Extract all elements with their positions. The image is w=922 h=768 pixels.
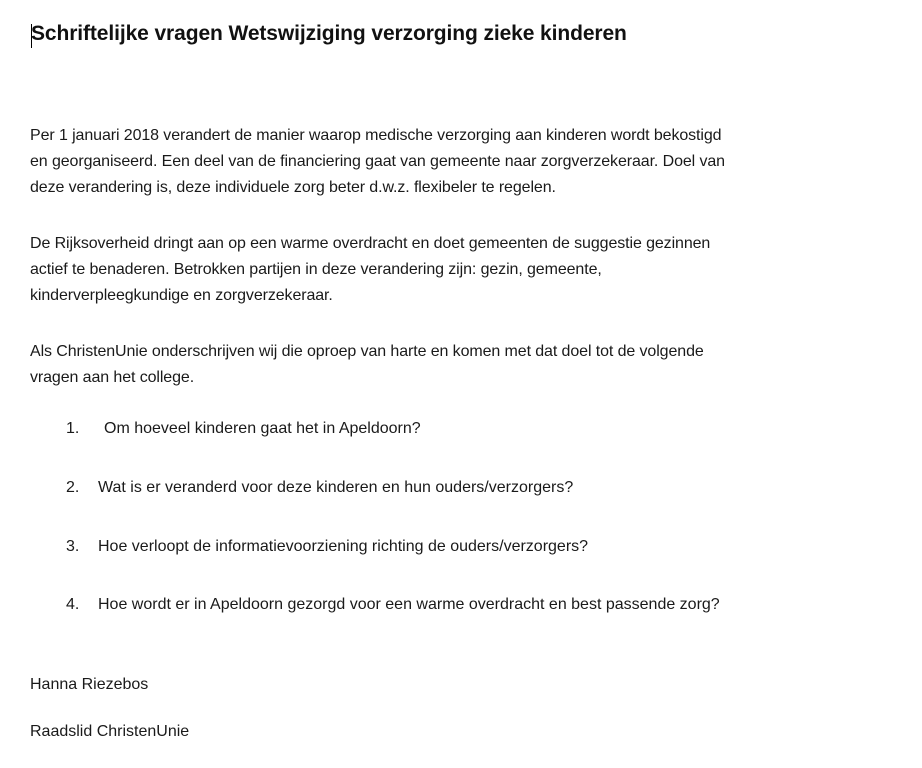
paragraph-line: actief te benaderen. Betrokken partijen in deze verandering zijn: gezin, gemeente, xyxy=(30,261,602,278)
paragraph-line: en georganiseerd. Een deel van de financiering gaat van gemeente naar zorgverzekeraar. Doel van xyxy=(30,153,725,170)
paragraph-rijksoverheid xyxy=(30,231,900,309)
question-text: Wat is er veranderd voor deze kinderen en hun ouders/verzorgers? xyxy=(98,479,574,496)
question-number: 4. xyxy=(66,596,80,613)
question-text: Hoe verloopt de informatievoorziening richting de ouders/verzorgers? xyxy=(98,538,589,555)
question-text: Om hoeveel kinderen gaat het in Apeldoorn? xyxy=(104,420,421,437)
paragraph-line: Als ChristenUnie onderschrijven wij die oproep van harte en komen met dat doel tot de volgende xyxy=(30,343,704,360)
question-item xyxy=(66,536,588,558)
question-text: Hoe wordt er in Apeldoorn gezorgd voor een warme overdracht en best passende zorg? xyxy=(98,596,720,613)
question-number: 2. xyxy=(66,479,80,496)
document-title: Schriftelijke vragen Wetswijziging verzorging zieke kinderen xyxy=(31,22,627,45)
paragraph-intro xyxy=(30,123,900,201)
paragraph-line: deze verandering is, deze individuele zorg beter d.w.z. flexibeler te regelen. xyxy=(30,179,556,196)
question-number: 3. xyxy=(66,538,80,555)
question-number: 1. xyxy=(66,420,80,437)
signature-role: Raadslid ChristenUnie xyxy=(30,723,190,740)
question-item xyxy=(66,477,573,499)
question-item xyxy=(66,418,421,440)
paragraph-line: Per 1 januari 2018 verandert de manier waarop medische verzorging aan kinderen wordt bekostigd xyxy=(30,127,722,144)
paragraph-christenunie xyxy=(30,339,900,391)
paragraph-line: De Rijksoverheid dringt aan op een warme overdracht en doet gemeenten de suggestie gezinnen xyxy=(30,235,711,252)
paragraph-line: vragen aan het college. xyxy=(30,369,195,386)
signature-name: Hanna Riezebos xyxy=(30,676,149,693)
paragraph-line: kinderverpleegkundige en zorgverzekeraar. xyxy=(30,287,333,304)
question-item xyxy=(66,594,720,616)
